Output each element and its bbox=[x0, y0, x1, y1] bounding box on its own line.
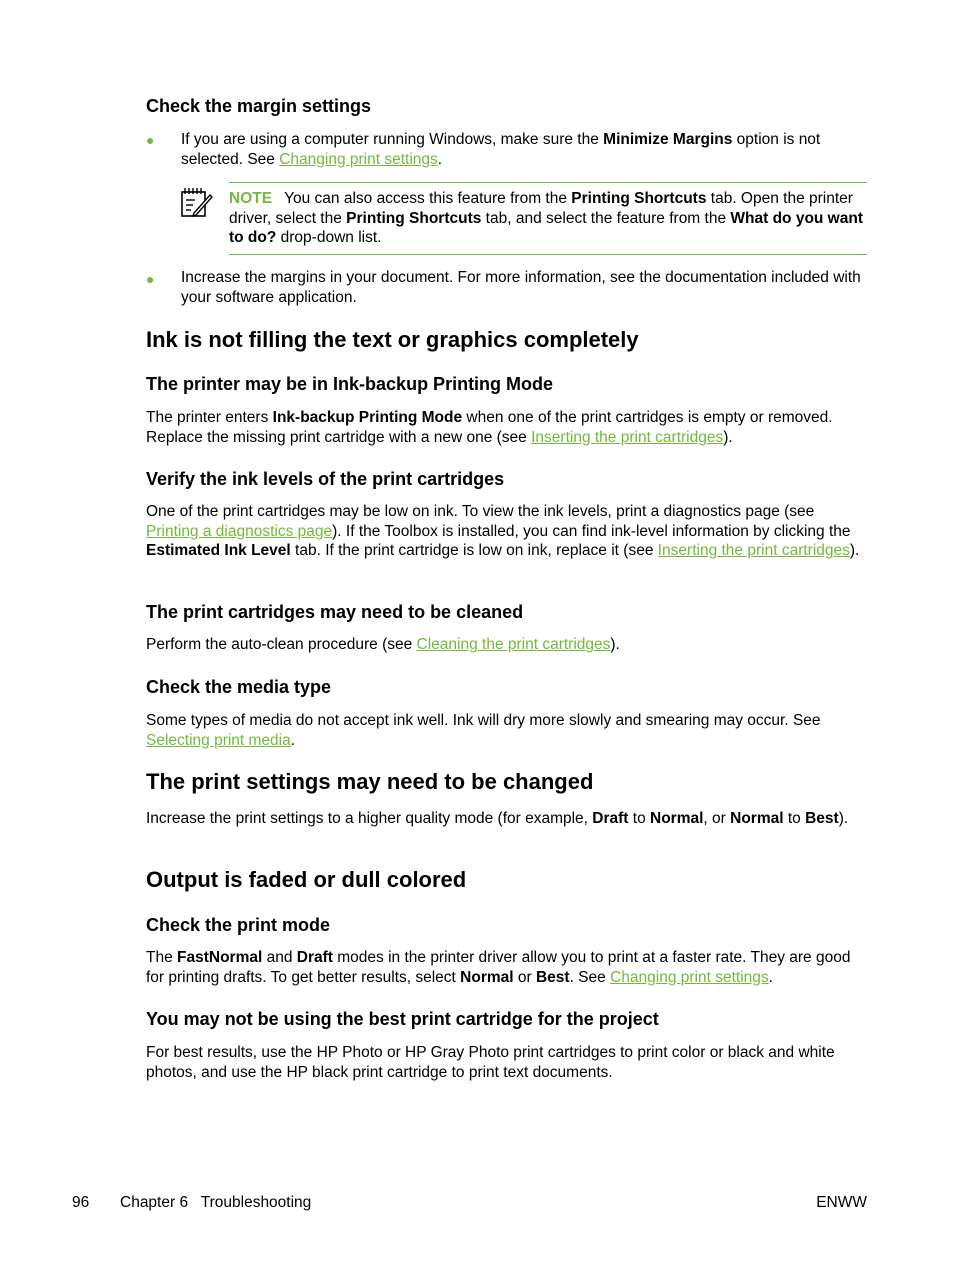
bullet-dot: ● bbox=[146, 271, 155, 287]
note-box-text bbox=[229, 189, 869, 248]
text: when one of the print cartridges is empty or removed. Replace the missing print cartridge with a new one (see bbox=[146, 409, 833, 446]
footer-code: ENWW bbox=[816, 1194, 867, 1211]
paragraph-ink-levels bbox=[146, 502, 868, 561]
paragraph-ink-backup bbox=[146, 408, 868, 447]
text: If you are using a computer running Windows, make sure the bbox=[181, 131, 604, 148]
subheading-check-print-mode: Check the print mode bbox=[146, 915, 331, 935]
link-cleaning-print-cartridges[interactable]: Cleaning the print cartridges bbox=[416, 636, 611, 653]
text: . bbox=[768, 968, 773, 986]
text: drop-down list. bbox=[276, 229, 382, 246]
text: . See bbox=[569, 968, 611, 986]
bold-term: Normal bbox=[730, 810, 784, 827]
paragraph-best-cartridge: For best results, use the HP Photo or HP Gray Photo print cartridges to print color or black and white photos, and use the HP black print cartridge to print text documents. bbox=[146, 1044, 835, 1081]
text: to bbox=[783, 810, 806, 827]
text: ). bbox=[610, 636, 620, 653]
bold-term: Printing Shortcuts bbox=[571, 190, 707, 207]
bold-term: What do you want to do? bbox=[229, 209, 863, 246]
subheading-ink-backup: The printer may be in Ink-backup Printing Mode bbox=[146, 374, 554, 394]
section-heading-check-margin: Check the margin settings bbox=[146, 96, 372, 116]
text: The bbox=[146, 949, 178, 966]
text: tab, and select the feature from the bbox=[481, 209, 731, 227]
bold-term: Draft bbox=[296, 949, 333, 966]
bold-term: FastNormal bbox=[177, 949, 263, 966]
text: The printer enters bbox=[146, 409, 273, 426]
link-inserting-print-cartridges[interactable]: Inserting the print cartridges bbox=[657, 542, 850, 559]
bold-term: Estimated Ink Level bbox=[146, 542, 291, 559]
subheading-best-cartridge: You may not be using the best print cartridge for the project bbox=[146, 1009, 659, 1029]
text: modes in the printer driver allow you to print at a faster rate. They are good for printing drafts. To get better results, select bbox=[146, 949, 851, 986]
note-icon bbox=[180, 185, 214, 225]
text: option is not selected. See bbox=[181, 131, 821, 168]
paragraph-print-mode bbox=[146, 948, 868, 987]
text: One of the print cartridges may be low on ink. To view the ink levels, print a diagnostics page (see bbox=[146, 503, 815, 520]
paragraph-print-settings bbox=[146, 809, 868, 829]
chapter-label: Chapter 6 Troubleshooting bbox=[120, 1194, 312, 1211]
bullet-dot: ● bbox=[146, 132, 155, 148]
text: tab. If the print cartridge is low on ink, replace it (see bbox=[290, 542, 658, 559]
paragraph-cartridges-cleaned bbox=[146, 635, 868, 655]
link-selecting-print-media[interactable]: Selecting print media bbox=[146, 731, 291, 749]
subheading-check-media-type: Check the media type bbox=[146, 677, 332, 697]
note-label: NOTE bbox=[229, 190, 273, 207]
bullet-item-minimize-margins bbox=[181, 130, 867, 169]
bold-term: Best bbox=[535, 968, 570, 986]
text: and bbox=[262, 949, 297, 966]
bold-term: Printing Shortcuts bbox=[346, 209, 482, 227]
bold-term: Minimize Margins bbox=[603, 131, 733, 148]
text: or bbox=[513, 968, 536, 986]
link-changing-print-settings[interactable]: Changing print settings bbox=[610, 968, 769, 986]
link-changing-print-settings[interactable]: Changing print settings bbox=[279, 150, 438, 168]
note-bottom-rule bbox=[229, 254, 867, 255]
page-number: 96 bbox=[72, 1194, 90, 1211]
note-top-rule bbox=[229, 182, 867, 183]
section-heading-output-faded: Output is faded or dull colored bbox=[146, 867, 467, 892]
paragraph-media-type bbox=[146, 711, 868, 750]
link-inserting-print-cartridges[interactable]: Inserting the print cartridges bbox=[531, 428, 724, 446]
bold-term: Draft bbox=[592, 810, 629, 827]
text: Some types of media do not accept ink well. Ink will dry more slowly and smearing may occur. See bbox=[146, 712, 821, 729]
bold-term: Normal bbox=[460, 968, 514, 986]
bold-term: Ink-backup Printing Mode bbox=[272, 409, 463, 426]
text: tab. Open the printer driver, select the bbox=[229, 190, 853, 227]
text: Increase the print settings to a higher quality mode (for example, bbox=[146, 810, 593, 827]
text: ). bbox=[849, 542, 860, 559]
section-heading-ink-not-filling: Ink is not filling the text or graphics completely bbox=[146, 327, 639, 352]
text: ). bbox=[838, 810, 849, 827]
section-heading-print-settings: The print settings may need to be changed bbox=[146, 769, 594, 794]
subheading-verify-ink-levels: Verify the ink levels of the print cartridges bbox=[146, 469, 505, 489]
text: . bbox=[437, 150, 443, 168]
text: ). If the Toolbox is installed, you can find ink-level information by clicking the bbox=[332, 522, 851, 540]
text: ). bbox=[723, 428, 733, 446]
text: . bbox=[290, 731, 296, 749]
bold-term: Normal bbox=[650, 810, 704, 827]
subheading-cartridges-cleaned: The print cartridges may need to be cleaned bbox=[146, 602, 524, 622]
bullet-item-increase-margins: Increase the margins in your document. For more information, see the documentation included with your software application. bbox=[181, 269, 861, 306]
text: You can also access this feature from the bbox=[284, 190, 572, 207]
text: Perform the auto-clean procedure (see bbox=[146, 636, 417, 653]
link-printing-diagnostics-page[interactable]: Printing a diagnostics page bbox=[146, 522, 333, 540]
text: to bbox=[628, 810, 651, 827]
bold-term: Best bbox=[805, 810, 839, 827]
text: , or bbox=[703, 810, 731, 827]
